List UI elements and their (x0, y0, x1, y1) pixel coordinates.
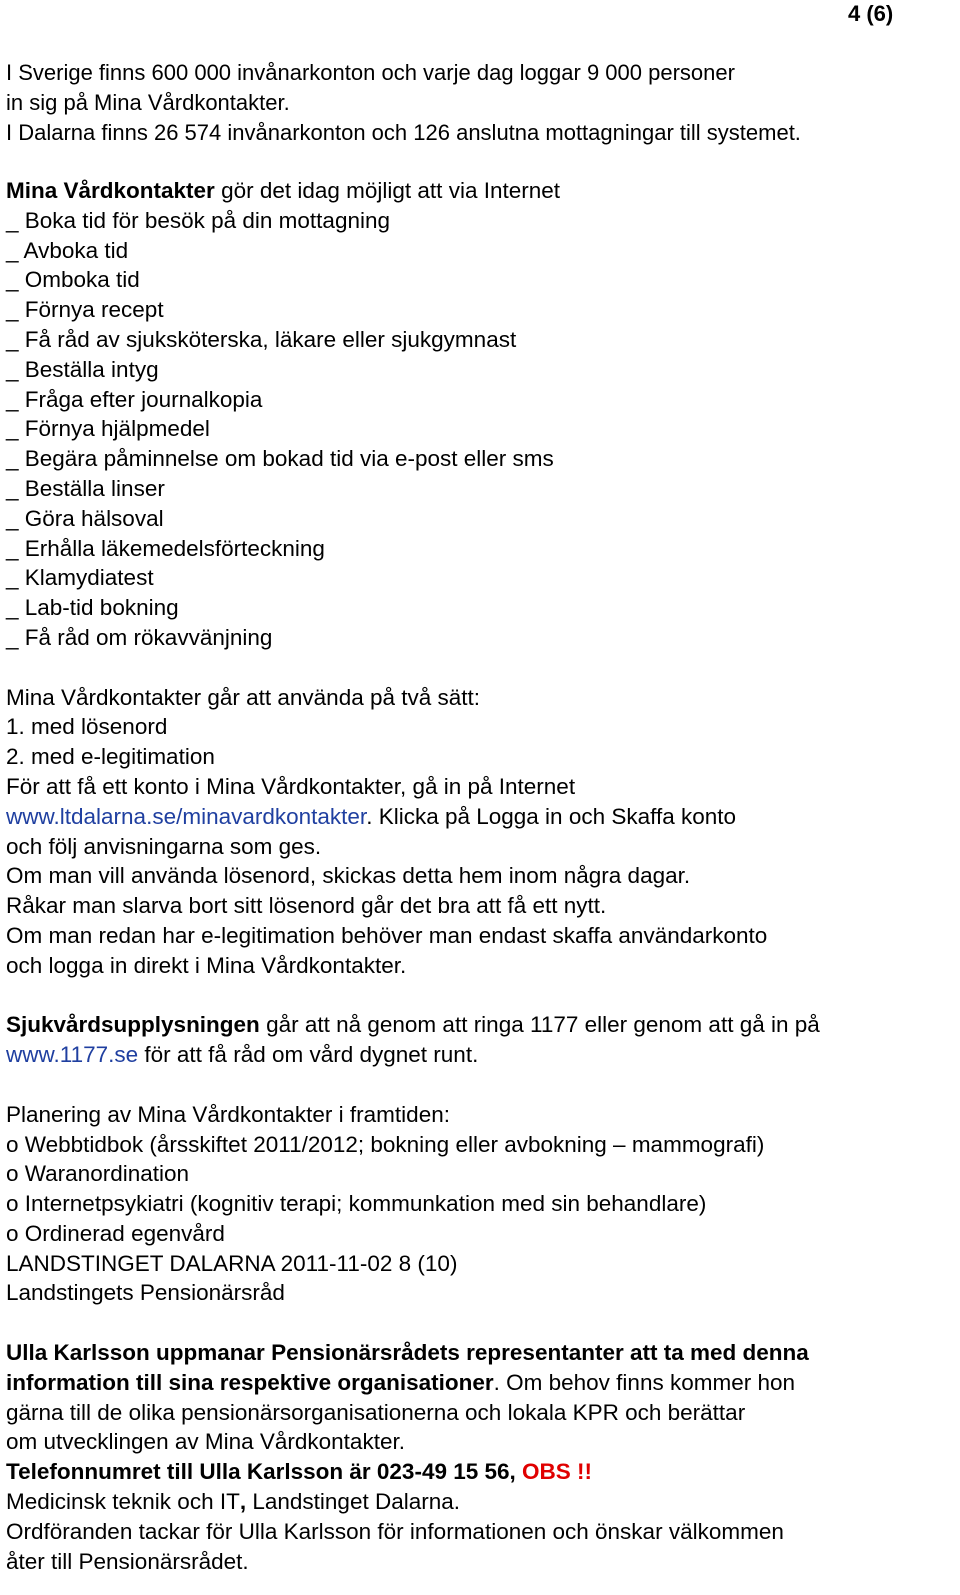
1177-link[interactable]: www.1177.se (6, 1042, 139, 1068)
closing-line: gärna till de olika pensionärsorganisationerna och lokala KPR och berättar (6, 1399, 746, 1425)
list-item: _ Beställa linser (6, 475, 165, 501)
future-heading: Planering av Mina Vårdkontakter i framtiden: (6, 1101, 450, 1127)
obs-note: OBS !! (522, 1459, 593, 1485)
sjukvard-line (6, 1010, 956, 1040)
phone-text: Telefonnumret till Ulla Karlsson är 023-49 15 56, (6, 1459, 523, 1485)
list-item: o Waranordination (6, 1161, 190, 1187)
list-item: _ Beställa intyg (6, 356, 159, 382)
department-comma: , (239, 1489, 247, 1515)
list-item: _ Få råd om rökavvänjning (6, 624, 273, 650)
thanks-line: Ordföranden tackar för Ulla Karlsson för informationen och önskar välkommen (6, 1518, 784, 1544)
follow-instructions: och följ anvisningarna som ges. (6, 833, 322, 859)
phone-line (6, 1457, 956, 1487)
usage-method: 2. med e-legitimation (6, 744, 215, 770)
usage-heading: Mina Vårdkontakter går att använda på två sätt: (6, 684, 481, 710)
list-item: _ Fråga efter journalkopia (6, 386, 263, 412)
spacer (6, 1308, 956, 1338)
closing-rest: . Om behov finns kommer hon (493, 1369, 796, 1395)
password-lost-text: Råkar man slarva bort sitt lösenord går det bra att få ett nytt. (6, 893, 607, 919)
services-heading (6, 176, 956, 206)
list-item: _ Göra hälsoval (6, 505, 164, 531)
closing-line (6, 1368, 956, 1398)
services-list (6, 206, 956, 653)
sjukvard-link-line (6, 1040, 956, 1070)
spacer (6, 981, 956, 1011)
intro-paragraph (6, 58, 801, 147)
list-item: _ Förnya hjälpmedel (6, 416, 210, 442)
page-number: 4 (6) (848, 1, 894, 26)
intro-line: I Dalarna finns 26 574 invånarkonton och 126 anslutna mottagningar till systemet. (6, 119, 801, 145)
account-link-line (6, 802, 956, 832)
list-item: o Internetpsykiatri (kognitiv terapi; kommunkation med sin behandlare) (6, 1191, 707, 1217)
sjukvard-bold: Sjukvårdsupplysningen (6, 1012, 260, 1038)
list-item: _ Klamydiatest (6, 565, 154, 591)
closing-bold-part: information till sina respektive organisationer (6, 1369, 494, 1395)
spacer (6, 653, 956, 683)
password-sent-text: Om man vill använda lösenord, skickas detta hem inom några dagar. (6, 863, 691, 889)
elegitimation-text: och logga in direkt i Mina Vårdkontakter. (6, 952, 407, 978)
services-heading-bold: Mina Vårdkontakter (6, 178, 215, 203)
department-name: Medicinsk teknik och IT (6, 1489, 240, 1515)
list-item: _ Lab-tid bokning (6, 595, 179, 621)
list-item: _ Begära påminnelse om bokad tid via e-post eller sms (6, 446, 554, 472)
intro-line: I Sverige finns 600 000 invånarkonton och varje dag loggar 9 000 personer (6, 60, 735, 85)
account-instruction: För att få ett konto i Mina Vårdkontakter, gå in på Internet (6, 773, 576, 799)
sjukvard-after-link: för att få råd om vård dygnet runt. (138, 1042, 479, 1068)
elegitimation-text: Om man redan har e-legitimation behöver man endast skaffa användarkonto (6, 922, 768, 948)
closing-line: om utvecklingen av Mina Vårdkontakter. (6, 1429, 405, 1455)
services-heading-rest: gör det idag möjligt att via Internet (214, 178, 561, 203)
department-line (6, 1487, 956, 1517)
list-item: _ Erhålla läkemedelsförteckning (6, 535, 325, 561)
list-item: _ Omboka tid (6, 267, 140, 293)
spacer (6, 1070, 956, 1100)
sjukvard-rest: går att nå genom att ringa 1177 eller genom att gå in på (259, 1012, 820, 1038)
login-instruction: . Klicka på Logga in och Skaffa konto (366, 803, 737, 829)
intro-line: in sig på Mina Vårdkontakter. (6, 89, 290, 115)
list-item: _ Avboka tid (6, 237, 129, 263)
list-item: o Ordinerad egenvård (6, 1220, 225, 1246)
document-footer-org: Landstingets Pensionärsråd (6, 1280, 285, 1306)
thanks-line: åter till Pensionärsrådet. (6, 1548, 249, 1574)
list-item: o Webbtidbok (årsskiftet 2011/2012; bokning eller avbokning – mammografi) (6, 1131, 765, 1157)
closing-bold-line: Ulla Karlsson uppmanar Pensionärsrådets representanter att ta med denna (6, 1340, 809, 1366)
document-body (6, 176, 956, 1576)
list-item: _ Boka tid för besök på din mottagning (6, 207, 390, 233)
department-org: Landstinget Dalarna. (246, 1489, 461, 1515)
list-item: _ Förnya recept (6, 297, 164, 323)
minavardkontakter-link[interactable]: www.ltdalarna.se/minavardkontakter (6, 803, 367, 829)
document-footer-line: LANDSTINGET DALARNA 2011-11-02 8 (10) (6, 1250, 458, 1276)
usage-method: 1. med lösenord (6, 714, 168, 740)
list-item: _ Få råd av sjuksköterska, läkare eller sjukgymnast (6, 326, 517, 352)
